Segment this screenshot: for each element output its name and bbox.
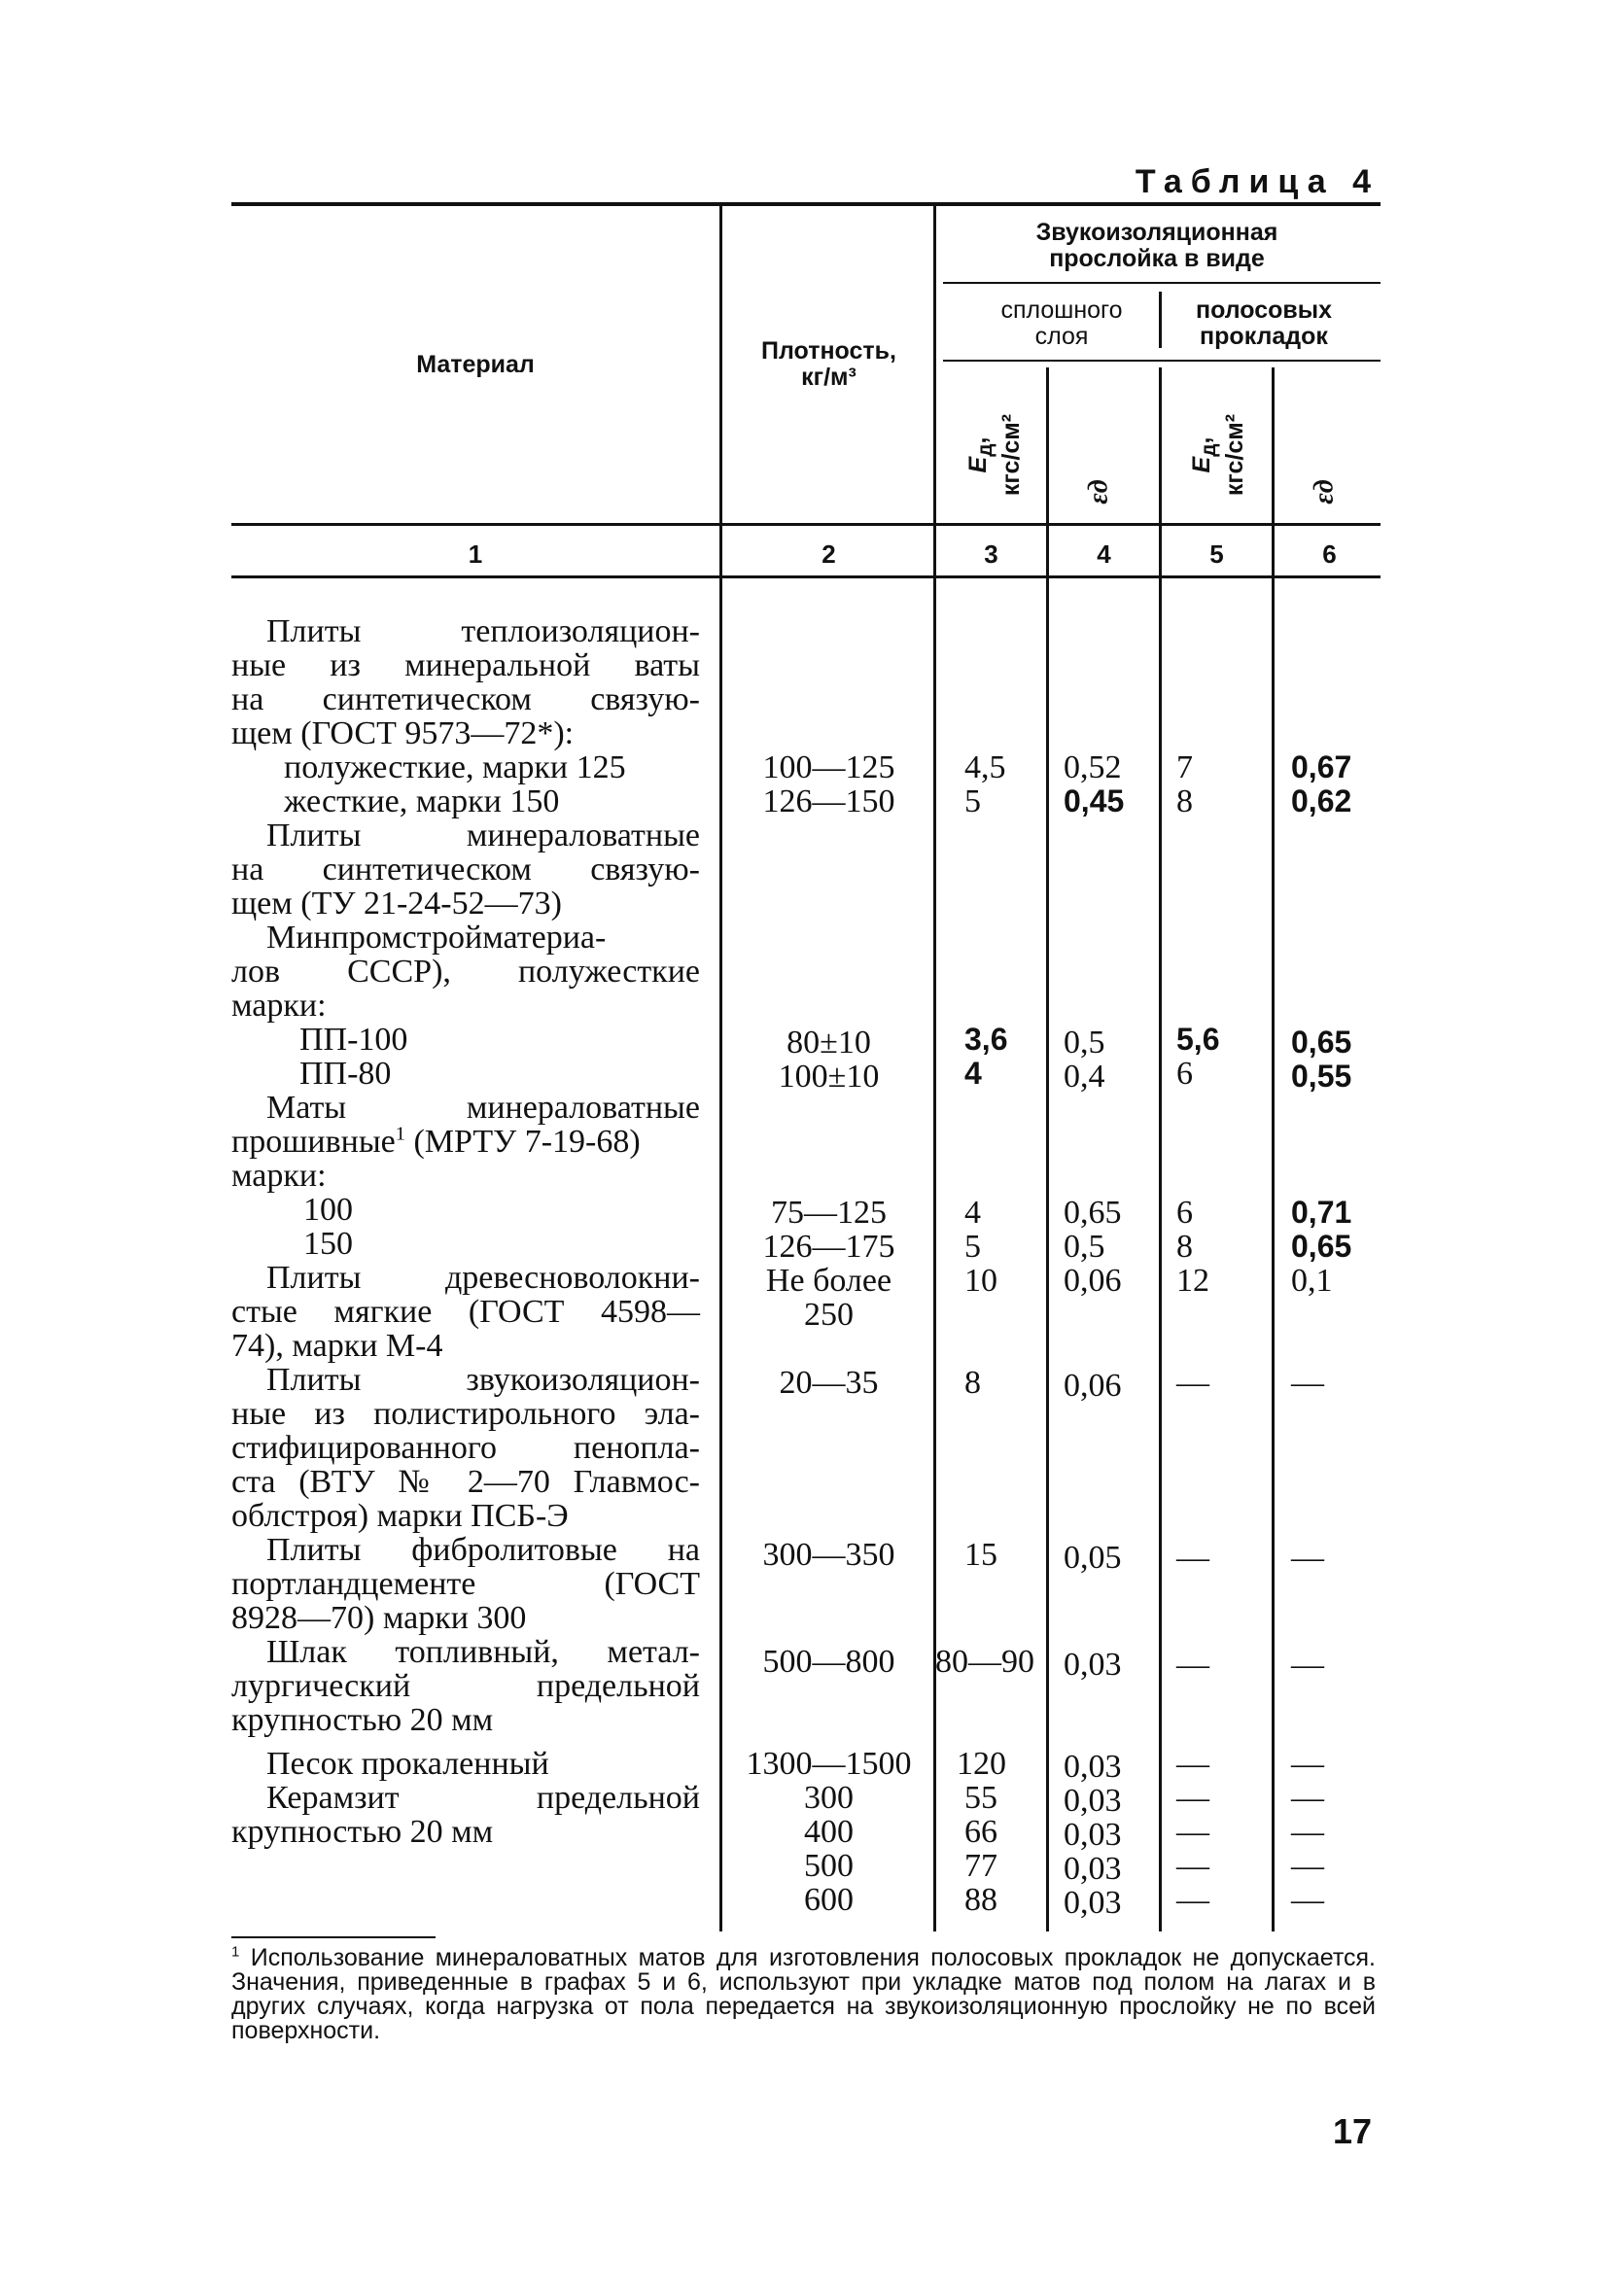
cell-density: 100±10 [778,1059,880,1095]
material-line: полужесткие, марки 125 [284,749,626,785]
cell-eps-strips: — [1291,1540,1324,1576]
material-line: на синтетическом связую- [231,852,700,887]
material-line-part: (МРТУ 7-19-68) [413,1124,641,1160]
material-line: стые мягкие (ГОСТ 4598— [231,1294,700,1330]
cell-density: 500—800 [762,1644,895,1680]
material-line: Плиты древесноволокни- [266,1260,700,1296]
cell-eps-solid: 0,05 [1064,1540,1122,1576]
number-row-rule [231,575,1381,578]
ed-letter: Е [964,456,992,473]
cell-ed-strips: — [1176,1746,1209,1782]
header-ed-strips: $Е_д$, кгс/см² [1188,413,1248,497]
footnote-marker: 1 [231,1943,240,1961]
footnote [231,1943,1376,2044]
ed-unit-2: кгс/см² [1221,413,1248,497]
column-number-3: 3 [984,539,998,569]
material-line: Маты минераловатные [266,1090,700,1126]
header-bottom-rule [231,523,1381,526]
cell-eps-solid: 0,03 [1064,1817,1122,1853]
material-line: облстроя) марки ПСБ-Э [231,1498,569,1534]
material-line: Керамзит предельной [266,1780,700,1816]
header-ed-solid: $Е_д$, кгс/см² [964,413,1025,497]
header-layer-group: Звукоизоляционная прослойка в виде [1035,219,1278,272]
cell-ed-solid: 5 [964,783,981,819]
cell-ed-solid: 3,6 [964,1022,1008,1057]
cell-eps-solid: 0,5 [1064,1025,1105,1061]
column-divider-4 [1159,367,1162,1931]
column-divider-solid-strips [1159,292,1162,348]
header-strips: полосовых прокладок [1195,296,1333,350]
cell-density: 600 [804,1882,854,1918]
material-line: портландцементе (ГОСТ [231,1566,700,1602]
header-material: Материал [416,351,535,378]
cell-ed-strips: — [1176,1882,1209,1918]
cell-ed-strips: 5,6 [1176,1022,1220,1057]
cell-ed-strips: 6 [1176,1056,1193,1092]
cell-ed-solid: 4,5 [964,749,1006,785]
cell-ed-solid: 8 [964,1365,981,1401]
cell-eps-strips: 0,1 [1291,1263,1333,1299]
cell-ed-strips: 8 [1176,1229,1193,1265]
cell-eps-strips: — [1291,1848,1324,1884]
cell-ed-solid: 66 [964,1814,997,1850]
material-line: лов СССР), полужесткие [231,954,700,990]
cell-ed-strips: — [1176,1365,1209,1401]
cell-eps-strips: — [1291,1814,1324,1850]
cell-eps-solid: 0,03 [1064,1885,1122,1921]
header-density-unit: кг/м³ [801,364,856,391]
cell-ed-strips: 6 [1176,1195,1193,1231]
cell-ed-solid: 77 [964,1848,997,1884]
cell-eps-strips: 0,71 [1291,1195,1352,1230]
cell-eps-solid: 0,03 [1064,1851,1122,1887]
cell-density: 100—125 [762,749,895,785]
cell-density: Не более [765,1263,892,1299]
ed-subscript-2: д [1198,443,1220,457]
cell-ed-strips: 8 [1176,783,1193,819]
cell-density: 300—350 [762,1537,895,1573]
cell-ed-solid: 4 [964,1195,981,1231]
material-line: крупностью 20 мм [231,1702,494,1738]
cell-eps-solid: 0,52 [1064,749,1122,785]
cell-eps-solid: 0,06 [1064,1263,1122,1299]
column-divider-5 [1272,367,1275,1931]
page-number: 17 [1332,2111,1372,2151]
material-line: Плиты минераловатные [266,818,700,853]
material-line: на синтетическом связую- [231,681,700,717]
cell-ed-solid: 10 [964,1263,997,1299]
subgroup-header-rule [943,360,1381,362]
material-line: 74), марки М-4 [231,1328,443,1364]
cell-eps-solid: 0,4 [1064,1059,1105,1095]
cell-eps-strips: — [1291,1365,1324,1401]
cell-density: 80±10 [787,1025,871,1061]
cell-density: 126—175 [762,1229,895,1265]
cell-eps-strips: — [1291,1780,1324,1816]
column-number-1: 1 [468,539,483,569]
cell-ed-strips: — [1176,1540,1209,1576]
material-line: Плиты фибролитовые на [266,1532,700,1568]
cell-ed-strips: — [1176,1848,1209,1884]
cell-ed-solid: 88 [964,1882,997,1918]
material-line: Минпромстройматериа- [266,920,607,956]
column-number-4: 4 [1097,539,1111,569]
material-line: 150 [303,1226,353,1262]
cell-density: 20—35 [779,1365,879,1401]
header-density [724,338,933,391]
cell-eps-strips: 0,62 [1291,783,1352,818]
material-line: жесткие, марки 150 [284,783,560,819]
cell-eps-strips: — [1291,1746,1324,1782]
cell-eps-strips: 0,65 [1291,1229,1352,1264]
cell-ed-strips: — [1176,1780,1209,1816]
material-line: щем (ГОСТ 9573—72*): [231,715,575,751]
cell-eps-solid: 0,03 [1064,1647,1122,1683]
material-line-part: прошивные [231,1124,396,1160]
ed-letter-2: Е [1188,456,1215,473]
cell-eps-strips: — [1291,1882,1324,1918]
ed-subscript: д [974,443,996,457]
material-line: Песок прокаленный [266,1746,549,1782]
cell-eps-solid: 0,06 [1064,1368,1122,1404]
group-header-rule [943,282,1381,284]
material-line: 8928—70) марки 300 [231,1600,527,1636]
material-line: Плиты звукоизоляцион- [266,1362,700,1398]
material-line: ПП-100 [299,1022,408,1058]
cell-density: 126—150 [762,783,895,819]
column-divider-1 [719,206,722,1931]
cell-ed-solid: 15 [964,1537,997,1573]
material-line: ста (ВТУ № 2—70 Главмос- [231,1464,700,1500]
cell-eps-solid: 0,5 [1064,1229,1105,1265]
header-eps-solid: εд [1083,479,1114,504]
material-line: ные из минеральной ваты [231,647,700,683]
cell-eps-strips: 0,55 [1291,1059,1352,1094]
material-line: Плиты теплоизоляцион- [266,613,700,649]
header-eps-strips: εд [1309,479,1340,504]
cell-ed-solid: 80—90 [935,1644,1034,1680]
cell-density: 75—125 [771,1195,887,1231]
table-caption: Таблица 4 [1135,163,1380,200]
cell-eps-strips: 0,65 [1291,1025,1352,1060]
cell-ed-strips: 12 [1176,1263,1209,1299]
footnote-text: Использование минераловатных матов для изготовления полосовых прокладок не допускается. Значения, приведенные в графах 5 и 6, используют при укладке матов под полом на лагах и в других случаях, когда нагрузка от пола передается на звукоизоляционную прослойку не по всей поверхности. [231,1944,1376,2044]
column-number-6: 6 [1322,539,1337,569]
cell-eps-strips: 0,67 [1291,749,1352,784]
cell-eps-strips: — [1291,1647,1324,1683]
cell-ed-strips: — [1176,1647,1209,1683]
material-line: ПП-80 [299,1056,392,1092]
cell-eps-solid: 0,65 [1064,1195,1122,1231]
column-number-5: 5 [1209,539,1224,569]
cell-ed-strips: — [1176,1814,1209,1850]
cell-ed-strips: 7 [1176,749,1193,785]
cell-eps-solid: 0,03 [1064,1749,1122,1785]
cell-ed-solid: 55 [964,1780,997,1816]
header-solid-layer: сплошного слоя [1000,296,1123,350]
header-density-label: Плотность, [761,337,896,365]
material-line: марки: [231,1158,327,1194]
material-line: стифицированного пенопла- [231,1430,700,1466]
cell-density: 300 [804,1780,854,1816]
material-line: 100 [303,1192,353,1228]
material-line [231,1125,700,1159]
material-line: крупностью 20 мм [231,1814,494,1850]
footnote-rule [231,1936,436,1938]
cell-eps-solid: 0,45 [1064,783,1125,818]
cell-ed-solid: 120 [957,1746,1006,1782]
cell-density: 1300—1500 [746,1746,912,1782]
column-number-2: 2 [821,539,836,569]
table-top-rule [231,202,1381,206]
cell-density: 400 [804,1814,854,1850]
cell-ed-solid: 5 [964,1229,981,1265]
cell-ed-solid: 4 [964,1056,982,1091]
material-line: ные из полистирольного эла- [231,1396,700,1432]
cell-density: 250 [804,1297,854,1333]
cell-eps-solid: 0,03 [1064,1783,1122,1819]
footnote-ref: 1 [395,1123,405,1145]
material-line: щем (ТУ 21-24-52—73) [231,886,562,922]
column-divider-3 [1046,367,1049,1931]
ed-unit: кгс/см² [997,413,1025,497]
material-line: марки: [231,988,327,1024]
material-line: лургический предельной [231,1668,700,1704]
cell-density: 500 [804,1848,854,1884]
material-line: Шлак топливный, метал- [266,1634,700,1670]
